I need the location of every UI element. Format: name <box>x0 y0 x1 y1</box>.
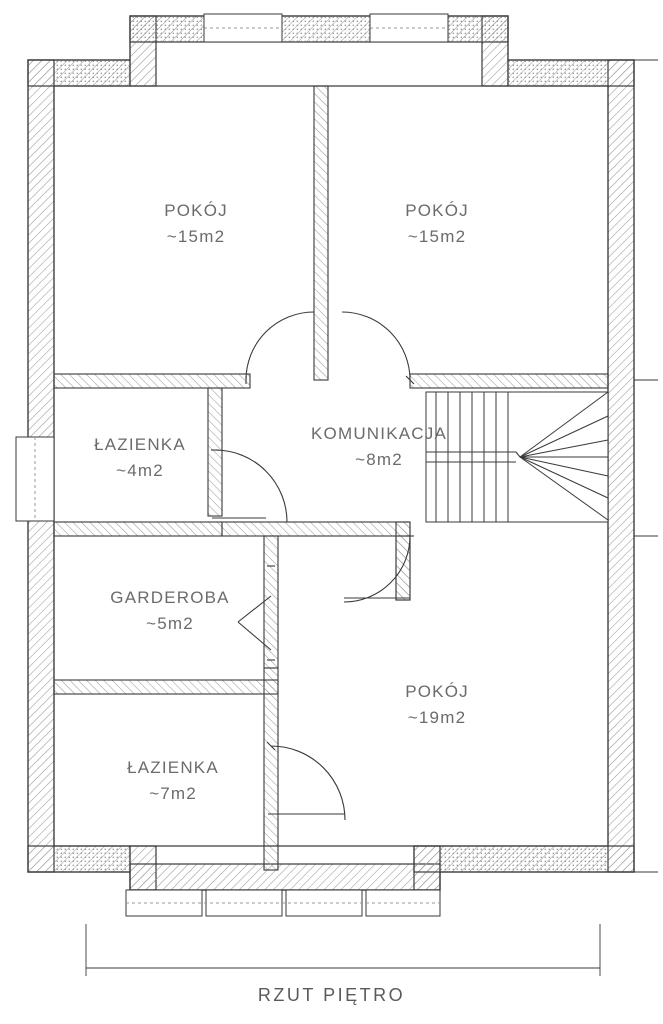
plan-title: RZUT PIĘTRO <box>257 985 406 1005</box>
room-name: POKÓJ <box>164 201 228 220</box>
room-area: ~19m2 <box>407 708 467 728</box>
room-name: KOMUNIKACJA <box>311 424 447 443</box>
room-area: ~4m2 <box>116 461 164 481</box>
room-area: ~15m2 <box>166 227 226 247</box>
room-area: ~8m2 <box>355 450 403 470</box>
room-name: POKÓJ <box>405 682 469 701</box>
room-name: ŁAZIENKA <box>127 758 219 777</box>
room-name: POKÓJ <box>405 201 469 220</box>
staircase-winder <box>426 392 608 522</box>
room-name: ŁAZIENKA <box>94 435 186 454</box>
room-name: GARDEROBA <box>110 588 230 607</box>
room-area: ~15m2 <box>407 227 467 247</box>
room-area: ~5m2 <box>146 614 194 634</box>
windows <box>16 14 448 916</box>
room-area: ~7m2 <box>149 784 197 804</box>
